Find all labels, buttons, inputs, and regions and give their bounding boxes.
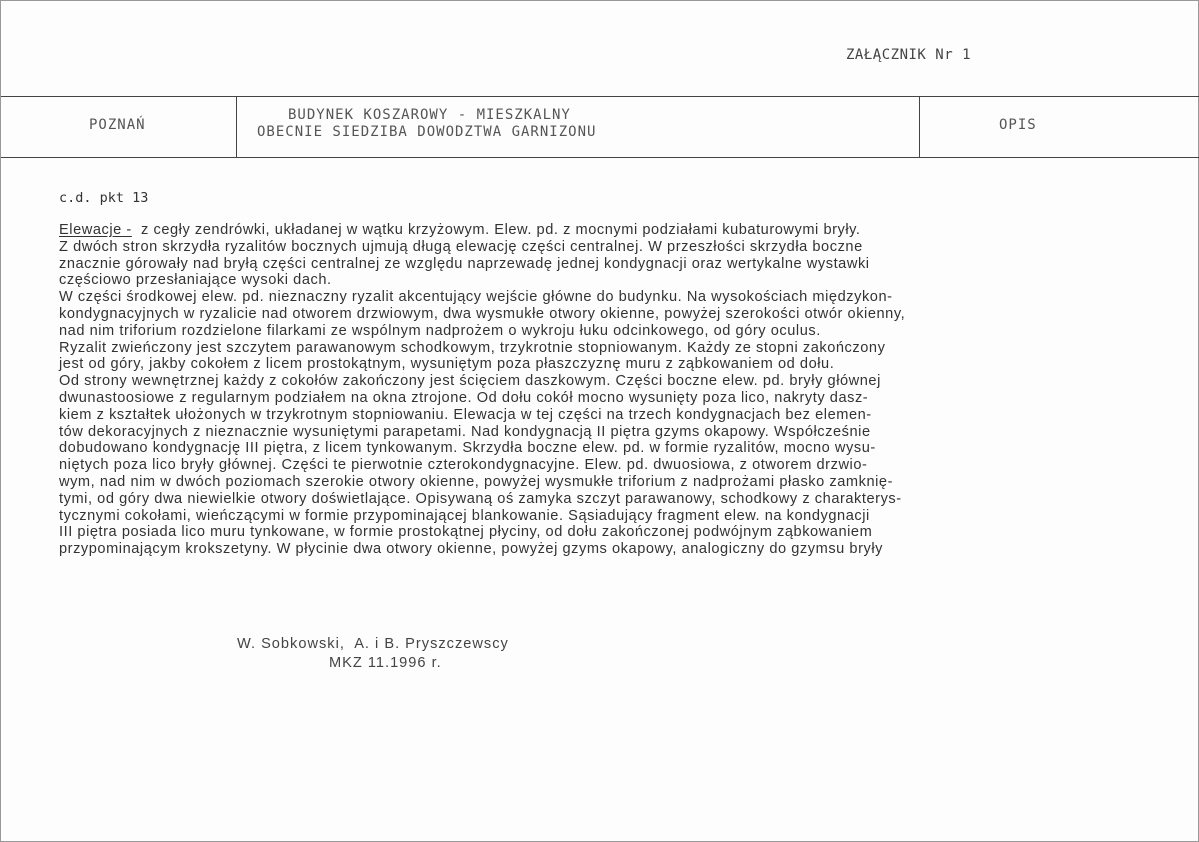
description-line: tymi, od góry dwa niewielkie otwory doświetlające. Opisywaną oś zamyka szczyt parawanowy, schodkowy z charakterys- (59, 490, 902, 507)
description-line: znacznie górowały nad bryłą części centralnej ze względu naprzewadę jednej kondygnacji oraz wertykalne wystawki (59, 255, 870, 272)
description-line: tów dekoracyjnych z nieznacznie wysuniętymi parapetami. Nad kondygnacją II piętra gzyms okapowy. Współcześnie (59, 423, 871, 440)
description-line: Z dwóch stron skrzydła ryzalitów bocznych ujmują długą elewację części centralnej. W przeszłości skrzydła boczne (59, 238, 863, 255)
header-building-cell (237, 97, 920, 157)
header-type-cell (920, 97, 1199, 157)
city-name: POZNAŃ (89, 117, 146, 133)
building-name (257, 107, 596, 141)
description-line: tycznymi cokołami, wieńczącymi w formie przypominającej blankowanie. Sąsiadujący fragment elew. na kondygnacji (59, 507, 870, 524)
building-name-line-1: BUDYNEK KOSZAROWY - MIESZKALNY (288, 107, 571, 123)
description-line: kondygnacyjnych w ryzalicie nad otworem drzwiowym, dwa wysmukłe otwory okienne, powyżej szerokości otwór okienny, (59, 305, 906, 322)
header-table (1, 96, 1199, 158)
description-line: przypominającym krokszetyny. W płycinie dwa otwory okienne, powyżej gzyms okapowy, analogiczny do gzymsu bryły (59, 541, 883, 558)
description-line: Od strony wewnętrznej każdy z cokołów zakończony jest ścięciem daszkowym. Części boczne elew. pd. bryły głównej (59, 373, 881, 390)
attachment-number: ZAŁĄCZNIK Nr 1 (846, 47, 972, 63)
continuation-note: c.d. pkt 13 (59, 190, 149, 206)
signature-block (237, 635, 509, 673)
description-text (59, 222, 1179, 558)
description-line (59, 222, 1179, 239)
building-name-line-2: OBECNIE SIEDZIBA DOWODZTWA GARNIZONU (257, 124, 597, 140)
description-line: częściowo przesłaniające wysoki dach. (59, 272, 332, 289)
elevations-label: Elewacje - (59, 222, 132, 238)
description-line: dobudowano kondygnację III piętra, z licem tynkowanym. Skrzydła boczne elew. pd. w formie ryzalitów, mocno wysu- (59, 440, 876, 457)
description-line: dwunastoosiowe z regularnym podziałem na okna ztrojone. Od dołu cokół mocno wysunięty poza lico, nakryty dasz- (59, 389, 869, 406)
description-line: III piętra posiada lico muru tynkowane, w formie prostokątnej płyciny, od dołu zakończonej podwójnym ząbkowaniem (59, 524, 873, 541)
description-line: niętych poza lico bryły głównej. Części te pierwotnie czterokondygnacyjne. Elew. pd. dwuosiowa, z otworem drzwio- (59, 457, 868, 474)
description-line: jest od góry, jakby cokołem z licem prostokątnym, wysuniętym poza płaszczyznę muru z ząbkowaniem od dołu. (59, 356, 835, 373)
description-line: nad nim triforium rozdzielone filarkami ze wspólnym nadprożem o wykroju łuku odcinkowego, od góry oculus. (59, 322, 821, 339)
description-first-line: z cegły zendrówki, układanej w wątku krzyżowym. Elew. pd. z mocnymi podziałami kubaturowymi bryły. (131, 222, 861, 238)
description-line: Ryzalit zwieńczony jest szczytem parawanowym schodkowym, trzykrotnie stopniowanym. Każdy ze stopni zakończony (59, 339, 886, 356)
description-line: kiem z kształtek ułożonych w trzykrotnym stopniowaniu. Elewacja w tej części na trzech kondygnacjach bez elemen- (59, 406, 872, 423)
description-line: W części środkowej elew. pd. nieznaczny ryzalit akcentujący wejście główne do budynku. Na wysokościach międzykon- (59, 289, 893, 306)
signature-authors: W. Sobkowski, A. i B. Pryszczewscy (237, 636, 509, 652)
header-city-cell (1, 97, 237, 157)
signature-date: MKZ 11.1996 r. (329, 655, 442, 671)
document-type: OPIS (999, 117, 1037, 133)
description-line: wym, nad nim w dwóch poziomach szerokie otwory okienne, powyżej wysmukłe triforium z nadprożami płasko zamknię- (59, 473, 894, 490)
